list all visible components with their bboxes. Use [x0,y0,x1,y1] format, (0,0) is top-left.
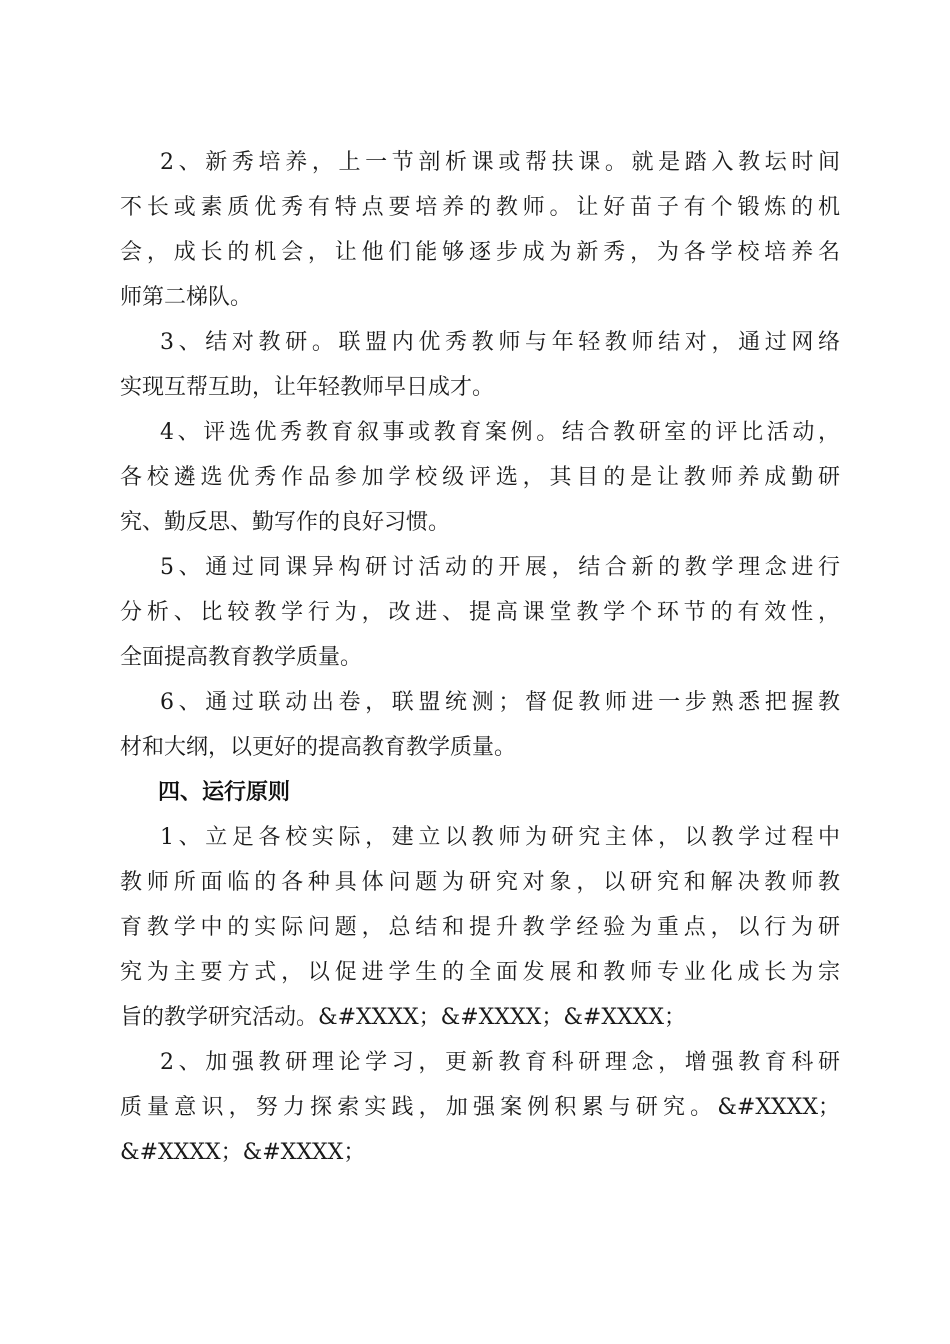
paragraph-line: 育教学中的实际问题，总结和提升教学经验为重点，以行为研 [120,915,840,940]
paragraph-line: 会，成长的机会，让他们能够逐步成为新秀，为各学校培养名 [120,240,840,265]
paragraph-line: 教师所面临的各种具体问题为研究对象，以研究和解决教师教 [120,870,840,895]
paragraph-line: 5、通过同课异构研讨活动的开展，结合新的教学理念进行 [160,555,840,580]
paragraph-line: 究为主要方式，以促进学生的全面发展和教师专业化成长为宗 [120,960,840,985]
paragraph-line: &#XXXX；&#XXXX； [120,1140,366,1165]
paragraph-line: 2、新秀培养，上一节剖析课或帮扶课。就是踏入教坛时间 [160,150,840,175]
paragraph-line: 分析、比较教学行为，改进、提高课堂教学个环节的有效性， [120,600,840,625]
section-heading: 四、运行原则 [158,780,291,805]
paragraph-line: 6、通过联动出卷，联盟统测；督促教师进一步熟悉把握教 [160,690,840,715]
paragraph-line: 不长或素质优秀有特点要培养的教师。让好苗子有个锻炼的机 [120,195,840,220]
paragraph-line: 材和大纲，以更好的提高教育教学质量。 [120,735,517,760]
paragraph-line: 旨的教学研究活动。&#XXXX；&#XXXX；&#XXXX； [120,1005,686,1030]
paragraph-line: 4、评选优秀教育叙事或教育案例。结合教研室的评比活动， [160,420,840,445]
paragraph-line: 究、勤反思、勤写作的良好习惯。 [120,510,451,535]
paragraph-line: 师第二梯队。 [120,285,253,310]
paragraph-line: 1、立足各校实际，建立以教师为研究主体，以教学过程中 [160,825,840,850]
paragraph-line: 3、结对教研。联盟内优秀教师与年轻教师结对，通过网络 [160,330,840,355]
paragraph-line: 质量意识，努力探索实践，加强案例积累与研究。&#XXXX； [120,1095,840,1120]
paragraph-line: 实现互帮互助，让年轻教师早日成才。 [120,375,495,400]
paragraph-line: 全面提高教育教学质量。 [120,645,363,670]
paragraph-line: 2、加强教研理论学习，更新教育科研理念，增强教育科研 [160,1050,840,1075]
paragraph-line: 各校遴选优秀作品参加学校级评选，其目的是让教师养成勤研 [120,465,840,490]
